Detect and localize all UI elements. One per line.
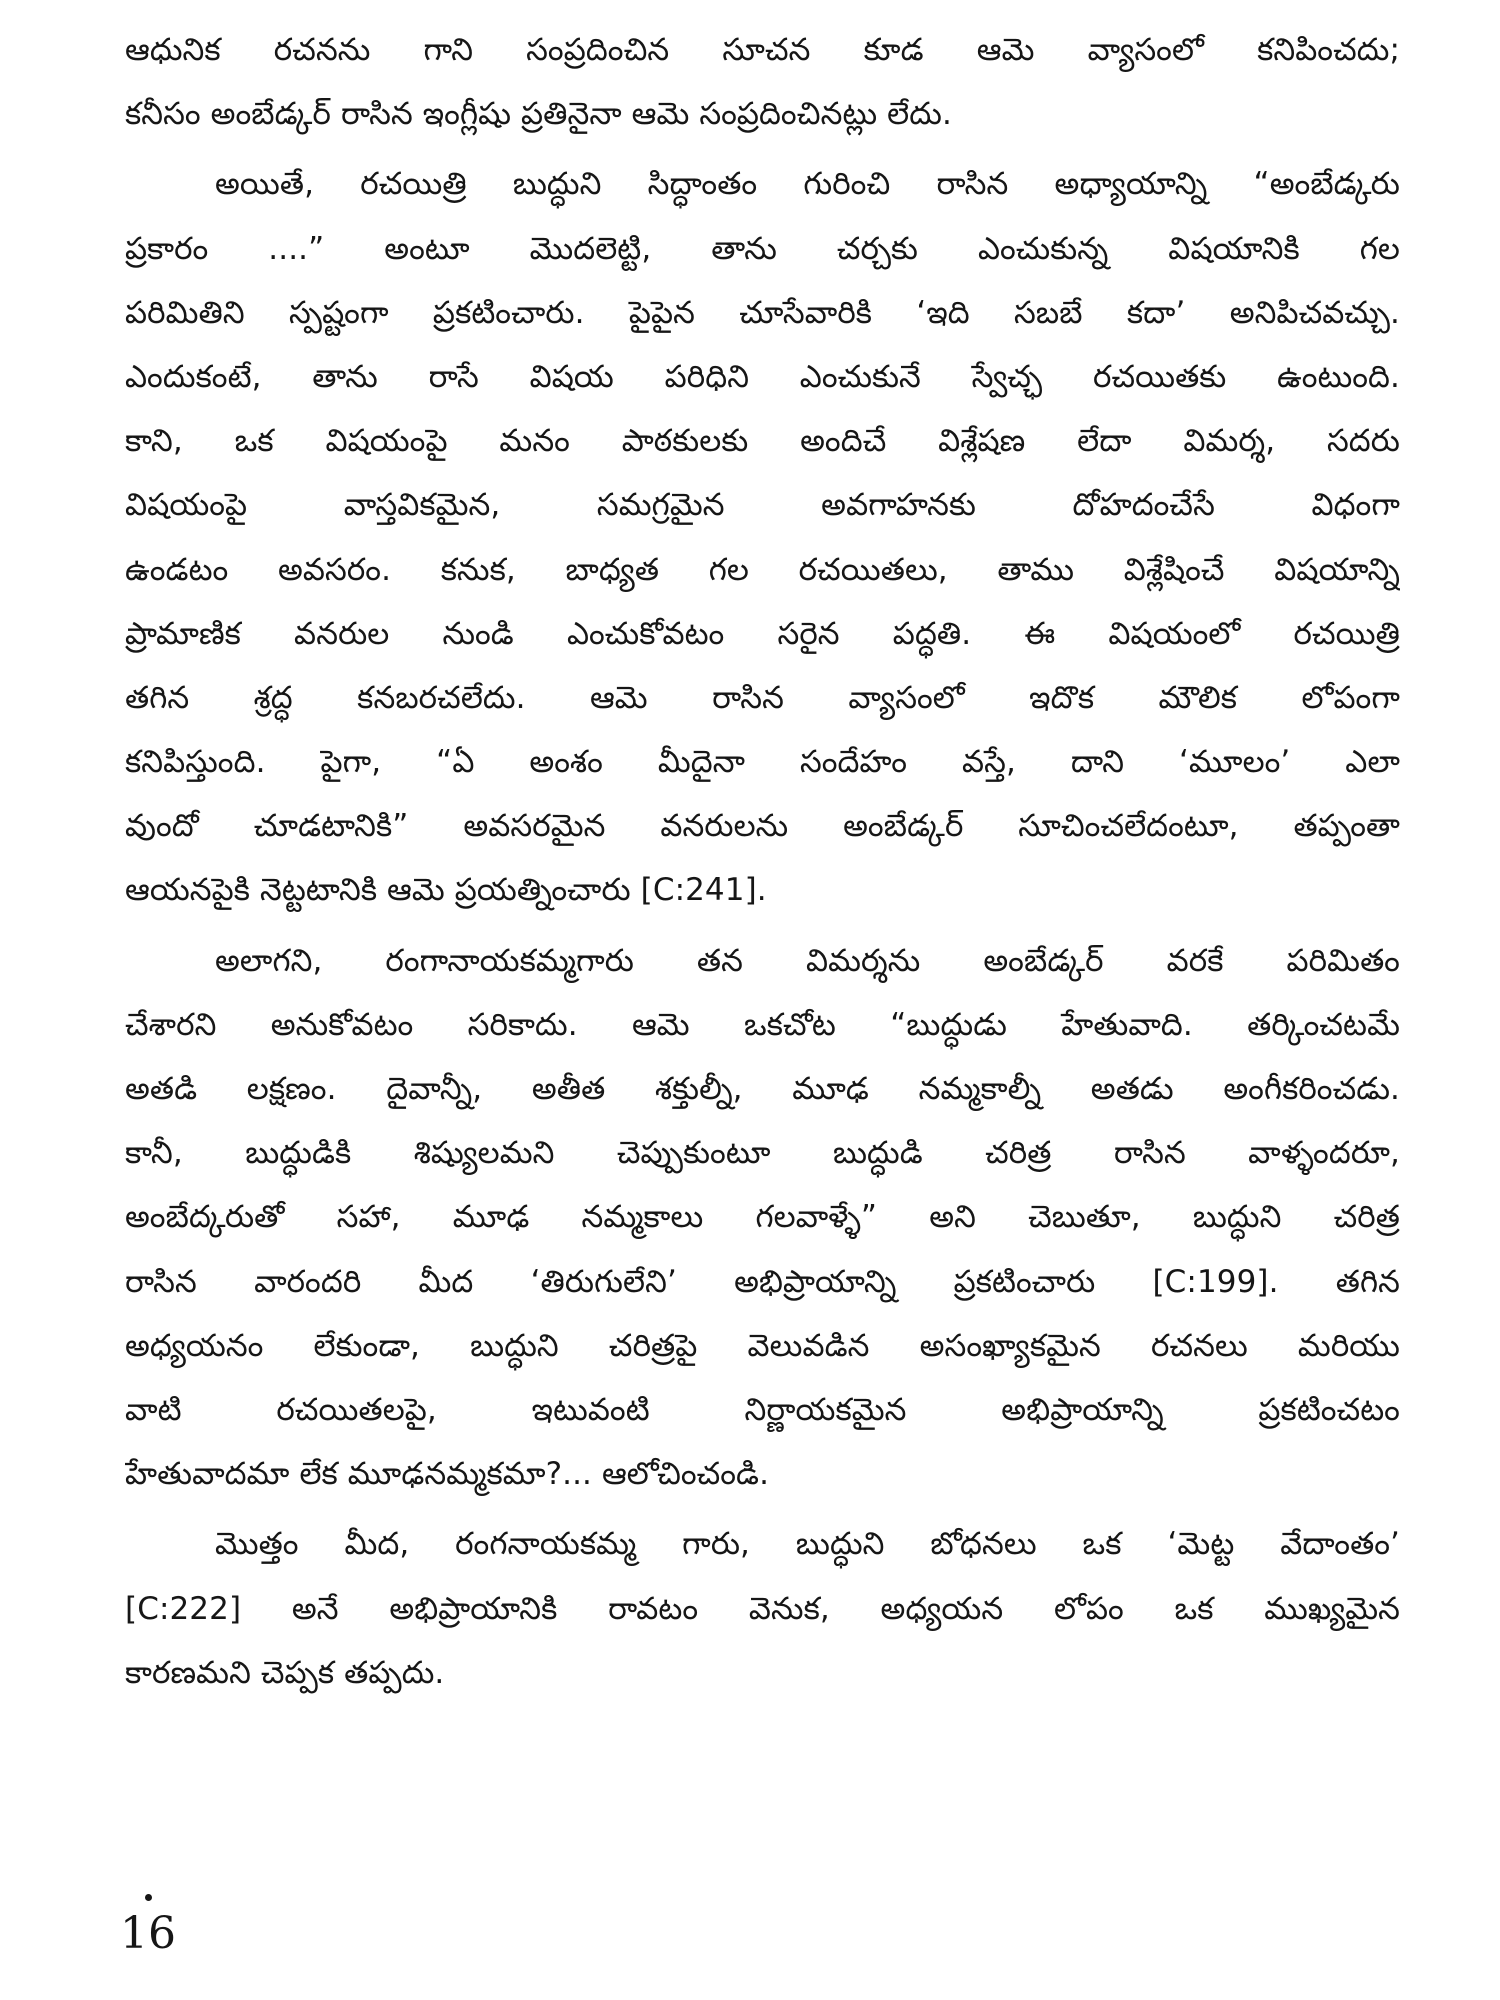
text-line: తగిన శ్రద్ధ కనబరచలేదు. ఆమె రాసిన వ్యాసంలో ఇదొక మౌలిక లోపంగా (125, 679, 1400, 716)
paragraph-3 (125, 929, 1400, 1507)
page-number: 16 (120, 1908, 176, 1959)
text-line: ఆధునిక రచనను గాని సంప్రదించిన సూచన కూడ ఆమె వ్యాసంలో కనిపించదు; (125, 32, 1400, 68)
text-line: వుందో చూడటానికి” అవసరమైన వనరులను అంబేడ్కర్ సూచించలేదంటూ, తప్పంతా (125, 808, 1400, 845)
text-line: అంబేద్కరుతో సహా, మూఢ నమ్మకాలు గలవాళ్ళే” అని చెబుతూ, బుద్ధుని చరిత్ర (125, 1199, 1400, 1236)
text-line: ప్రామాణిక వనరుల నుండి ఎంచుకోవటం సరైన పద్ధతి. ఈ విషయంలో రచయిత్రి (125, 615, 1400, 652)
text-line: కానీ, బుద్ధుడికి శిష్యులమని చెప్పుకుంటూ బుద్ధుడి చరిత్ర రాసిన వాళ్ళందరూ, (125, 1135, 1400, 1172)
footer-dot (145, 1894, 152, 1901)
text-line: కనీసం అంబేడ్కర్ రాసిన ఇంగ్లీషు ప్రతినైనా ఆమె సంప్రదించినట్లు లేదు. (125, 96, 952, 133)
text-line: రాసిన వారందరి మీద ‘తిరుగులేని’ అభిప్రాయాన్ని ప్రకటించారు [C:199]. తగిన (125, 1263, 1400, 1300)
body-text (125, 18, 1400, 1705)
text-line: కనిపిస్తుంది. పైగా, “ఏ అంశం మీదైనా సందేహం వస్తే, దాని ‘మూలం’ ఎలా (125, 744, 1400, 781)
text-line: పరిమితిని స్పష్టంగా ప్రకటించారు. పైపైన చూసేవారికి ‘ఇది సబబే కదా’ అనిపిచవచ్చు. (125, 294, 1400, 331)
text-line: అతడి లక్షణం. దైవాన్నీ, అతీత శక్తుల్నీ, మూఢ నమ్మకాల్నీ అతడు అంగీకరించడు. (125, 1071, 1400, 1107)
text-line: ఆయనపైకి నెట్టటానికి ఆమె ప్రయత్నించారు [C:241]. (125, 872, 767, 909)
text-line: విషయంపై వాస్తవికమైన, సమగ్రమైన అవగాహనకు దోహదంచేసే విధంగా (125, 487, 1400, 524)
text-line: చేశారని అనుకోవటం సరికాదు. ఆమె ఒకచోట “బుద్ధుడు హేతువాది. తర్కించటమే (125, 1006, 1400, 1043)
text-line: మొత్తం మీద, రంగనాయకమ్మ గారు, బుద్ధుని బోధనలు ఒక ‘మెట్ట వేదాంతం’ (215, 1526, 1400, 1563)
paragraph-2 (125, 152, 1400, 922)
text-line: అలాగని, రంగానాయకమ్మగారు తన విమర్శను అంబేడ్కర్ వరకే పరిమితం (215, 942, 1400, 979)
text-line: కాని, ఒక విషయంపై మనం పాఠకులకు అందిచే విశ్లేషణ లేదా విమర్శ, సదరు (125, 423, 1400, 460)
text-line: అధ్యయనం లేకుండా, బుద్ధుని చరిత్రపై వెలువడిన అసంఖ్యాకమైన రచనలు మరియు (125, 1327, 1400, 1364)
text-line: హేతువాదమా లేక మూఢనమ్మకమా?... ఆలోచించండి. (125, 1456, 770, 1493)
text-line: ప్రకారం ....” అంటూ మొదలెట్టి, తాను చర్చకు ఎంచుకున్న విషయానికి గల (125, 230, 1400, 267)
paragraph-1 (125, 18, 1400, 146)
paragraph-4 (125, 1512, 1400, 1705)
text-line: వాటి రచయితలపై, ఇటువంటి నిర్ణాయకమైన అభిప్రాయాన్ని ప్రకటించటం (125, 1391, 1400, 1428)
text-line: అయితే, రచయిత్రి బుద్ధుని సిద్ధాంతం గురించి రాసిన అధ్యాయాన్ని “అంబేడ్కరు (215, 166, 1400, 203)
text-line: ఎందుకంటే, తాను రాసే విషయ పరిధిని ఎంచుకునే స్వేచ్ఛ రచయితకు ఉంటుంది. (125, 358, 1400, 395)
text-line: [C:222] అనే అభిప్రాయానికి రావటం వెనుక, అధ్యయన లోపం ఒక ముఖ్యమైన (125, 1590, 1400, 1627)
text-line: కారణమని చెప్పక తప్పదు. (125, 1654, 445, 1691)
text-line: ఉండటం అవసరం. కనుక, బాధ్యత గల రచయితలు, తాము విశ్లేషించే విషయాన్ని (125, 551, 1400, 588)
